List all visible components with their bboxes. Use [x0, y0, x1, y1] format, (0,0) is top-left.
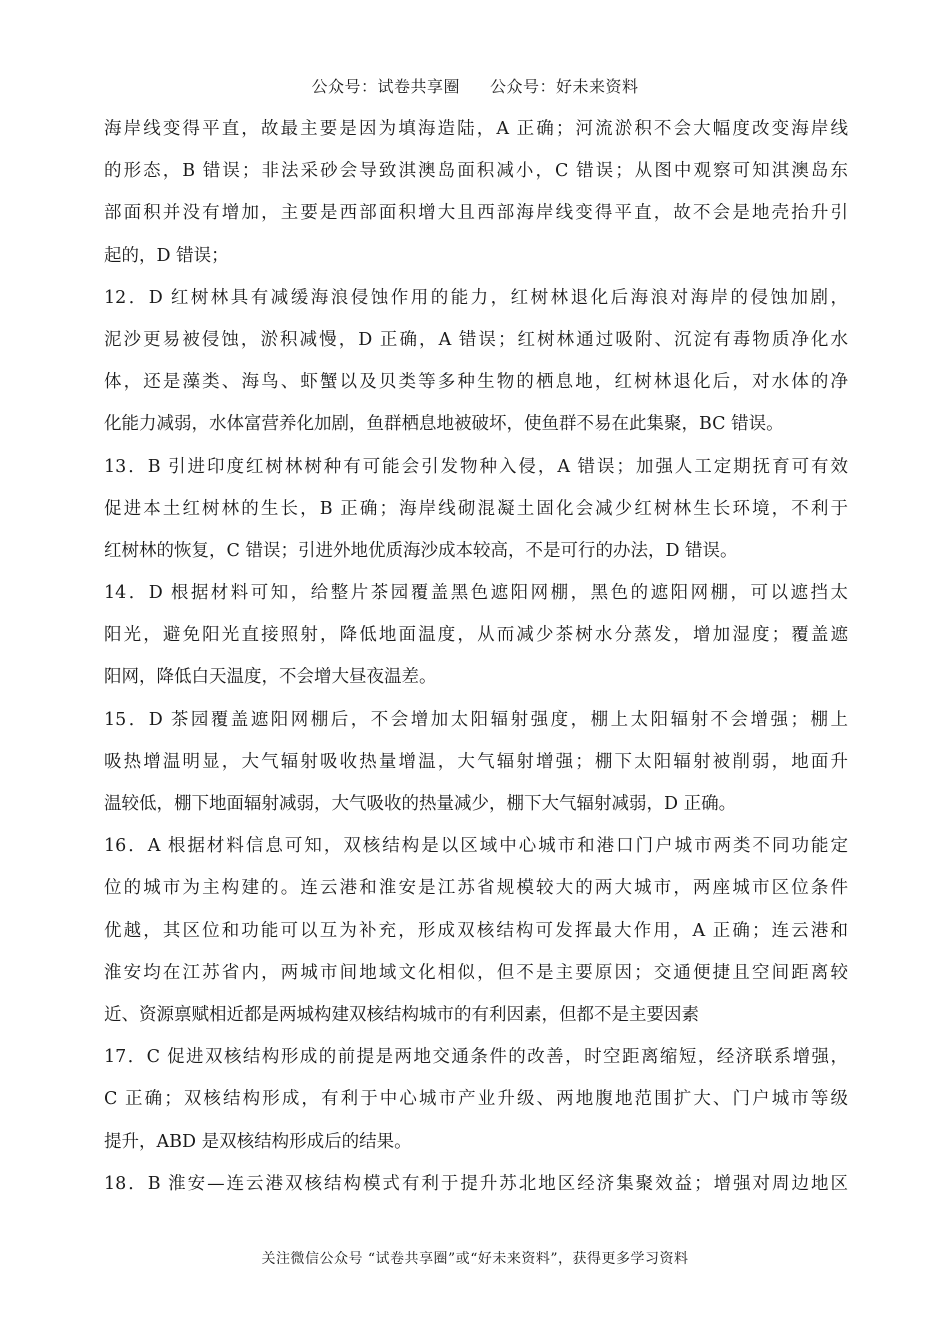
text-line: 提升，ABD 是双核结构形成后的结果。 [104, 1131, 412, 1152]
text-line: 阳光，避免阳光直接照射，降低地面温度，从而减少茶树水分蒸发，增加湿度；覆盖遮 [104, 625, 848, 646]
text-line: 位的城市为主构建的。连云港和淮安是江苏省规模较大的两大城市，两座城市区位条件 [104, 878, 848, 899]
text-line: 促进本土红树林的生长，B 正确；海岸线砌混凝土固化会减少红树林生长环境，不利于 [104, 498, 848, 519]
text-line: 泥沙更易被侵蚀，淤积减慢，D 正确，A 错误；红树林通过吸附、沉淀有毒物质净化水 [104, 329, 848, 350]
text-line: 化能力减弱，水体富营养化加剧，鱼群栖息地被破坏，使鱼群不易在此集聚，BC 错误。 [104, 414, 784, 435]
text-line: 的形态，B 错误；非法采砂会导致淇澳岛面积减小，C 错误；从图中观察可知淇澳岛东 [104, 161, 848, 182]
header-account-1: 公众号：试卷共享圈 [311, 77, 460, 96]
text-line: 海岸线变得平直，故最主要是因为填海造陆，A 正确；河流淤积不会大幅度改变海岸线 [104, 119, 848, 139]
text-line: 17．C 促进双核结构形成的前提是两地交通条件的改善，时空距离缩短，经济联系增强， [104, 1047, 848, 1068]
text-line: 红树林的恢复，C 错误；引进外地优质海沙成本较高，不是可行的办法，D 错误。 [104, 540, 738, 561]
text-line: 16．A 根据材料信息可知，双核结构是以区域中心城市和港口门户城市两类不同功能定 [104, 836, 848, 857]
text-line: 部面积并没有增加，主要是西部面积增大且西部海岸线变得平直，故不会是地壳抬升引 [104, 203, 848, 224]
text-line: C 正确；双核结构形成，有利于中心城市产业升级、两地腹地范围扩大、门户城市等级 [104, 1089, 848, 1110]
header-account-2: 公众号：好未来资料 [490, 77, 639, 96]
text-line: 18．B 淮安—连云港双核结构模式有利于提升苏北地区经济集聚效益；增强对周边地区 [104, 1173, 848, 1194]
text-line: 优越，其区位和功能可以互为补充，形成双核结构可发挥最大作用，A 正确；连云港和 [104, 920, 848, 941]
page-footer: 关注微信公众号 “试卷共享圈”或“好未来资料”，获得更多学习资料 [261, 1251, 689, 1267]
text-line: 12．D 红树林具有减缓海浪侵蚀作用的能力，红树林退化后海浪对海岸的侵蚀加剧， [104, 287, 848, 308]
text-line: 起的，D 错误； [104, 245, 229, 266]
text-line: 14．D 根据材料可知，给整片茶园覆盖黑色遮阳网棚，黑色的遮阳网棚，可以遮挡太 [104, 583, 848, 604]
text-line: 15．D 茶园覆盖遮阳网棚后，不会增加太阳辐射强度，棚上太阳辐射不会增强；棚上 [104, 709, 848, 730]
page-header [0, 74, 950, 97]
text-line: 阳网，降低白天温度，不会增大昼夜温差。 [104, 667, 437, 688]
text-line: 温较低，棚下地面辐射减弱，大气吸收的热量减少，棚下大气辐射减弱，D 正确。 [104, 794, 737, 814]
text-line: 13．B 引进印度红树林树种有可能会引发物种入侵，A 错误；加强人工定期抚育可有效 [104, 456, 848, 477]
answer-explanations [104, 108, 848, 1205]
text-line: 近、资源禀赋相近都是两城构建双核结构城市的有利因素，但都不是主要因素 [104, 1004, 699, 1025]
text-line: 淮安均在江苏省内，两城市间地域文化相似，但不是主要原因；交通便捷且空间距离较 [104, 962, 848, 983]
text-line: 吸热增温明显，大气辐射吸收热量增温，大气辐射增强；棚下太阳辐射被削弱，地面升 [104, 751, 848, 772]
text-line: 体，还是藻类、海鸟、虾蟹以及贝类等多种生物的栖息地，红树林退化后，对水体的净 [104, 372, 848, 393]
